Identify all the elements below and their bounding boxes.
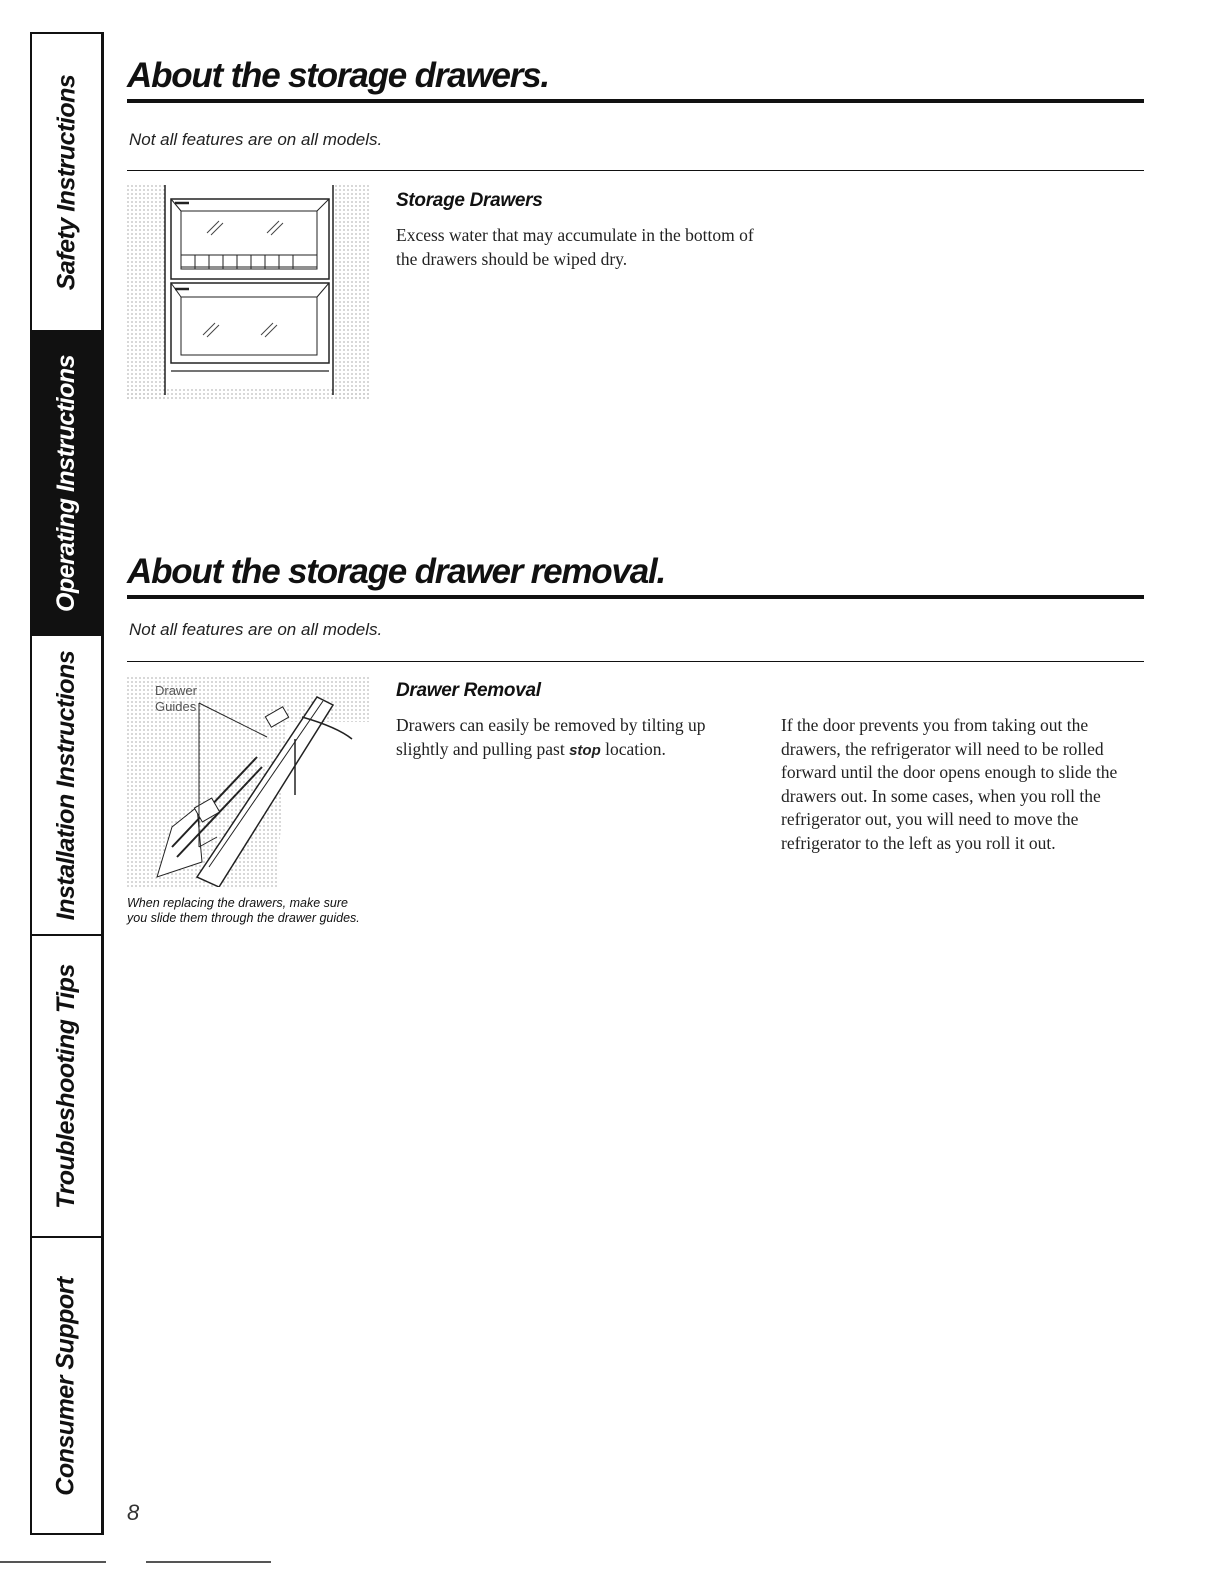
tab-safety-instructions[interactable] — [32, 34, 101, 332]
tab-operating-instructions[interactable] — [32, 332, 101, 636]
drawer-removal-heading: Drawer Removal — [396, 680, 541, 701]
storage-drawers-body: Excess water that may accumulate in the bottom of the drawers should be wiped dry. — [396, 225, 754, 269]
footer-rule — [0, 1561, 106, 1563]
divider — [127, 661, 1144, 662]
drawer-removal-body-2: If the door prevents you from taking out the drawers, the refrigerator will need to be rolled forward until the door opens enough to slide the drawers out. In some cases, when you roll the refrigerator out, you will need to move the refrigerator to the left as you roll it out. — [781, 715, 1118, 853]
body-text: location. — [600, 738, 666, 759]
figure-label: Guides — [155, 699, 197, 714]
section-subtitle: Not all features are on all models. — [129, 130, 383, 149]
tab-installation-instructions[interactable] — [32, 636, 101, 936]
storage-drawers-illustration — [127, 185, 369, 400]
tab-label: Safety Instructions — [52, 74, 80, 290]
section-tabs — [30, 32, 104, 1535]
section-title-storage-drawers: About the storage drawers. — [127, 58, 1144, 103]
tab-troubleshooting-tips[interactable] — [32, 936, 101, 1238]
body-text: Drawers can easily be removed by tilting up slightly and pulling past — [396, 715, 706, 759]
divider — [127, 170, 1144, 171]
tab-label: Consumer Support — [52, 1277, 80, 1496]
drawer-guides-illustration — [127, 677, 369, 887]
figure-label: Drawer — [155, 683, 197, 698]
tab-label: Operating Instructions — [52, 354, 80, 612]
section-subtitle: Not all features are on all models. — [129, 620, 383, 639]
tab-label: Troubleshooting Tips — [52, 963, 81, 1209]
tab-consumer-support[interactable] — [32, 1238, 101, 1535]
storage-drawers-heading: Storage Drawers — [396, 190, 543, 211]
drawer-removal-body — [396, 714, 761, 762]
section-title-drawer-removal: About the storage drawer removal. — [127, 554, 1144, 599]
stop-emphasis: stop — [569, 741, 601, 759]
figure-caption: When replacing the drawers, make sure you slide them through the drawer guides. — [127, 896, 360, 925]
footer-rule — [146, 1561, 271, 1563]
tab-label: Installation Instructions — [52, 650, 81, 920]
page-number: 8 — [127, 1500, 140, 1525]
